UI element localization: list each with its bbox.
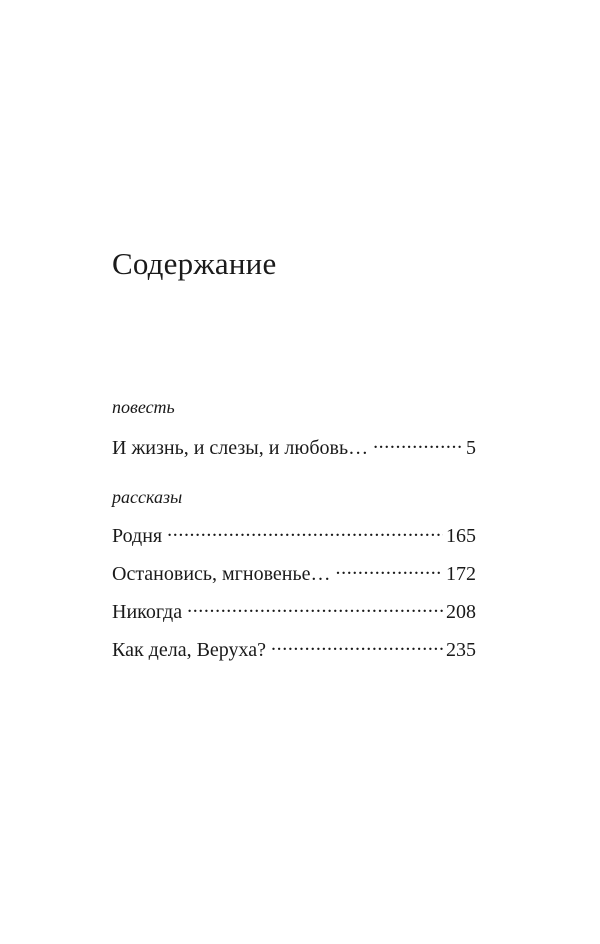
section-label-stories: рассказы (112, 487, 183, 507)
toc-entry-page: 165 (446, 525, 476, 547)
toc-entry-title: Как дела, Веруха? (112, 639, 267, 661)
section-label-novella: повесть (112, 397, 175, 417)
toc-entry (112, 556, 476, 586)
toc-entry (112, 430, 476, 460)
dot-leader (336, 556, 444, 580)
toc-entry (112, 632, 476, 662)
toc-entry-page: 208 (446, 601, 476, 623)
toc-entry-title: Остановись, мгновенье… (112, 563, 331, 585)
toc-entry-page: 5 (466, 437, 476, 459)
dot-leader (167, 518, 443, 542)
dot-leader (187, 594, 443, 618)
toc-entry-page: 172 (446, 563, 476, 585)
toc-entry-title: Родня (112, 525, 163, 547)
toc-entry (112, 594, 476, 624)
toc-entry-title: Никогда (112, 601, 183, 623)
toc-entry (112, 518, 476, 548)
dot-leader (373, 430, 463, 454)
toc-entry-title: И жизнь, и слезы, и любовь… (112, 437, 369, 459)
page-title: Содержание (112, 246, 277, 281)
toc-entry-page: 235 (446, 639, 476, 661)
dot-leader (271, 632, 443, 656)
